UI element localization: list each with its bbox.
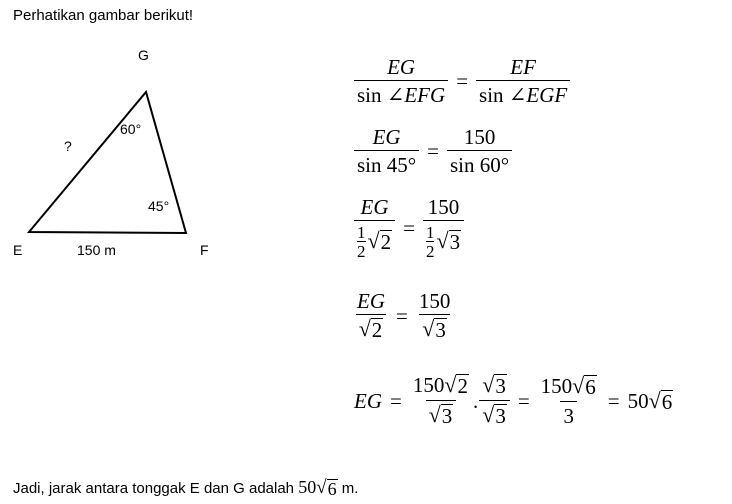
s1-rhs-num: EF <box>510 55 536 79</box>
equation-step-2: $\frac{EG}{\sin 45^\circ}$ = $\frac{150}{\sin 60^\circ}$ <box>354 126 512 176</box>
s3-rhs-half-num: 1 <box>425 223 435 243</box>
equation-step-1: $\frac{EG}{\text{sin ∠EFG}}$ = $\frac{EF}{\text{sin ∠EGF}}$ <box>354 56 570 106</box>
s5-c-coef: 150 <box>540 374 573 399</box>
s5-result-root: 6 <box>661 389 673 414</box>
s4-rhs-num: 150 <box>418 289 451 313</box>
s1-lhs-num: EG <box>387 55 416 79</box>
conclusion: Jadi, jarak antara tonggak E dan G adalah 50 √ 6 m. <box>13 477 359 499</box>
s5-var: EG <box>354 388 382 413</box>
s3-lhs-half-den: 2 <box>357 242 366 262</box>
s5-result-coef: 50 <box>627 388 649 413</box>
s3-lhs-half-num: 1 <box>357 223 366 243</box>
conclusion-root: 6 <box>327 479 337 499</box>
s4-lhs-root: 2 <box>371 318 383 343</box>
intro-text: Perhatikan gambar berikut! <box>13 7 194 24</box>
s5-b-root: 3 <box>495 374 506 398</box>
conclusion-coef: 50 <box>298 477 317 497</box>
s1-rhs-den-angle: EGF <box>526 83 568 108</box>
equation-step-5: EG = 150 √ 2 √ 3 . √ 3 √ 3 = 150 √ 6 3 = 50 √ 6 <box>354 372 673 429</box>
s1-lhs-den-angle: EFG <box>404 83 446 108</box>
s2-rhs-num: 150 <box>463 125 496 149</box>
s2-rhs-den: sin 60° <box>447 150 512 176</box>
conclusion-text: Jadi, jarak antara tonggak E dan G adalah <box>13 480 295 497</box>
angle-label-f: 45° <box>148 198 170 214</box>
side-label-ef: 150 m <box>77 242 116 258</box>
s1-rhs-den-fn: sin ∠ <box>479 83 527 108</box>
equation-step-3: EG $\frac{1}{2}$ √ 2 = 150 $\frac{1}{2}$ √ 3 <box>354 196 464 260</box>
s4-lhs-num: EG <box>357 289 385 313</box>
vertex-label-f: F <box>200 242 209 258</box>
vertex-label-g: G <box>138 47 149 63</box>
s3-rhs-num: 150 <box>427 195 460 219</box>
s5-a-den-root: 3 <box>441 404 453 429</box>
s3-rhs-half-den: 2 <box>425 242 435 262</box>
angle-label-g: 60° <box>120 121 142 137</box>
s2-lhs-num: EG <box>372 125 401 149</box>
s1-lhs-den-fn: sin ∠ <box>357 83 405 108</box>
s5-c-root: 6 <box>585 375 596 400</box>
s3-lhs-num: EG <box>360 195 389 219</box>
s4-rhs-root: 3 <box>435 318 446 343</box>
s5-a-root: 2 <box>457 374 468 398</box>
unknown-side-label: ? <box>64 138 72 154</box>
s5-c-den: 3 <box>560 401 577 427</box>
s3-rhs-root: 3 <box>449 230 461 254</box>
vertex-label-e: E <box>13 242 23 258</box>
conclusion-unit: m. <box>341 480 359 497</box>
equation-step-4: EG √ 2 = 150 √ 3 <box>354 290 453 342</box>
s3-lhs-root: 2 <box>380 230 392 254</box>
s5-b-den-root: 3 <box>495 404 506 429</box>
s2-lhs-den: sin 45° <box>354 150 419 176</box>
s5-a-coef: 150 <box>412 373 445 397</box>
